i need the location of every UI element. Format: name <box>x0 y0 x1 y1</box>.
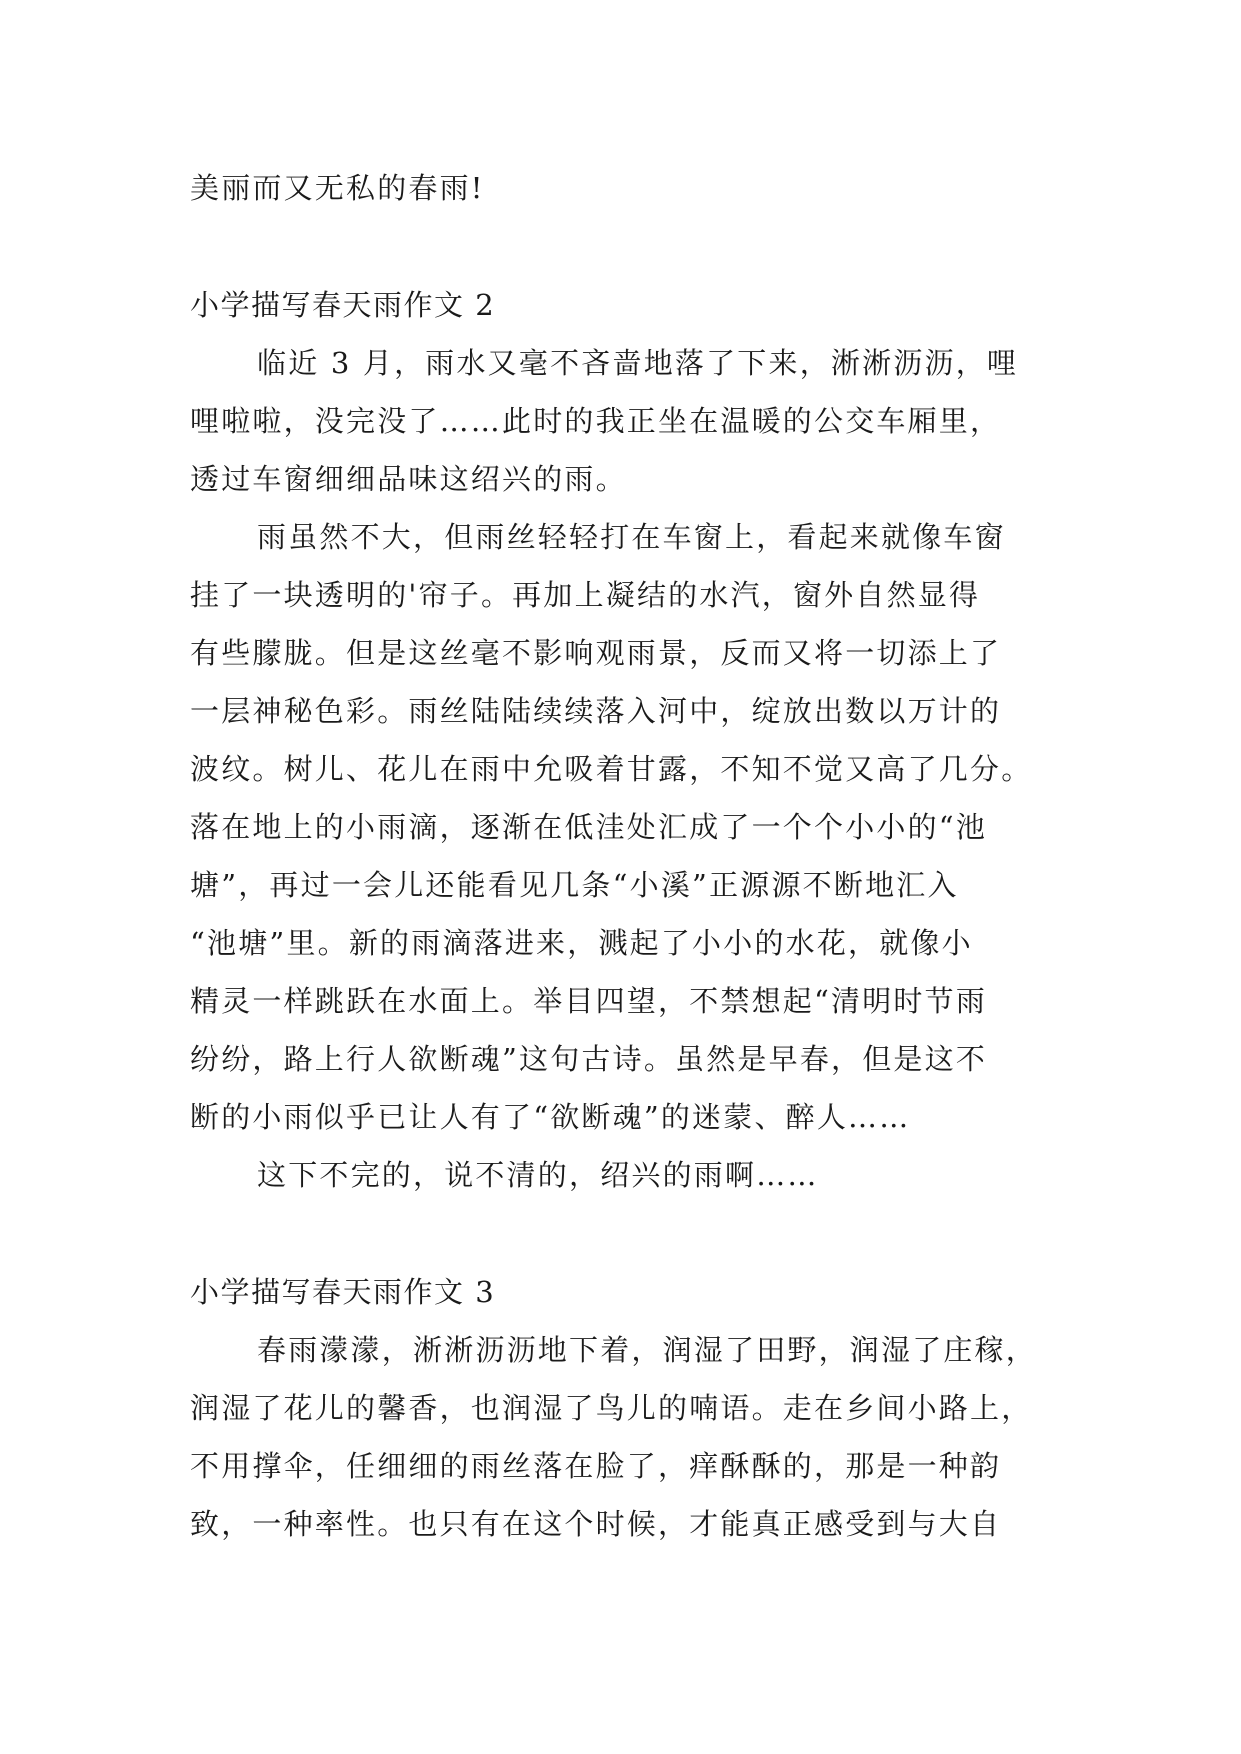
text-line: 致，一种率性。也只有在这个时候，才能真正感受到与大自 <box>190 1507 1002 1541</box>
text-line: 挂了一块透明的'帘子。再加上凝结的水汽，窗外自然显得 <box>190 578 981 612</box>
section-2-heading: 小学描写春天雨作文 2 <box>190 288 496 322</box>
text-line: “池塘”里。新的雨滴落进来，溅起了小小的水花，就像小 <box>190 926 973 960</box>
text-line: 透过车窗细细品味这绍兴的雨。 <box>190 462 627 496</box>
text-line: 塘”，再过一会儿还能看见几条“小溪”正源源不断地汇入 <box>190 868 959 902</box>
text-line: 纷纷，路上行人欲断魂”这句古诗。虽然是早春，但是这不 <box>190 1042 988 1076</box>
text-line: 润湿了花儿的馨香，也润湿了鸟儿的喃语。走在乡间小路上， <box>190 1391 1033 1425</box>
text-line: 一层神秘色彩。雨丝陆陆续续落入河中，绽放出数以万计的 <box>190 694 1002 728</box>
text-line: 这下不完的，说不清的，绍兴的雨啊…… <box>257 1158 819 1192</box>
text-line: 春雨濛濛，淅淅沥沥地下着，润湿了田野，润湿了庄稼， <box>257 1333 1038 1367</box>
text-line: 精灵一样跳跃在水面上。举目四望，不禁想起“清明时节雨 <box>190 984 988 1018</box>
text-line: 波纹。树儿、花儿在雨中允吸着甘露，不知不觉又高了几分。 <box>190 752 1033 786</box>
text-line: 哩啦啦，没完没了……此时的我正坐在温暖的公交车厢里， <box>190 404 1002 438</box>
text-line: 断的小雨似乎已让人有了“欲断魂”的迷蒙、醉人…… <box>190 1100 911 1134</box>
intro-closing-line: 美丽而又无私的春雨! <box>190 171 485 205</box>
text-line: 临近 3 月，雨水又毫不吝啬地落了下来，淅淅沥沥，哩 <box>257 346 1019 380</box>
text-line: 有些朦胧。但是这丝毫不影响观雨景，反而又将一切添上了 <box>190 636 1002 670</box>
section-3-heading: 小学描写春天雨作文 3 <box>190 1275 496 1309</box>
text-line: 落在地上的小雨滴，逐渐在低洼处汇成了一个个小小的“池 <box>190 810 988 844</box>
text-line: 雨虽然不大，但雨丝轻轻打在车窗上，看起来就像车窗 <box>257 520 1006 554</box>
text-line: 不用撑伞，任细细的雨丝落在脸了，痒酥酥的，那是一种韵 <box>190 1449 1002 1483</box>
